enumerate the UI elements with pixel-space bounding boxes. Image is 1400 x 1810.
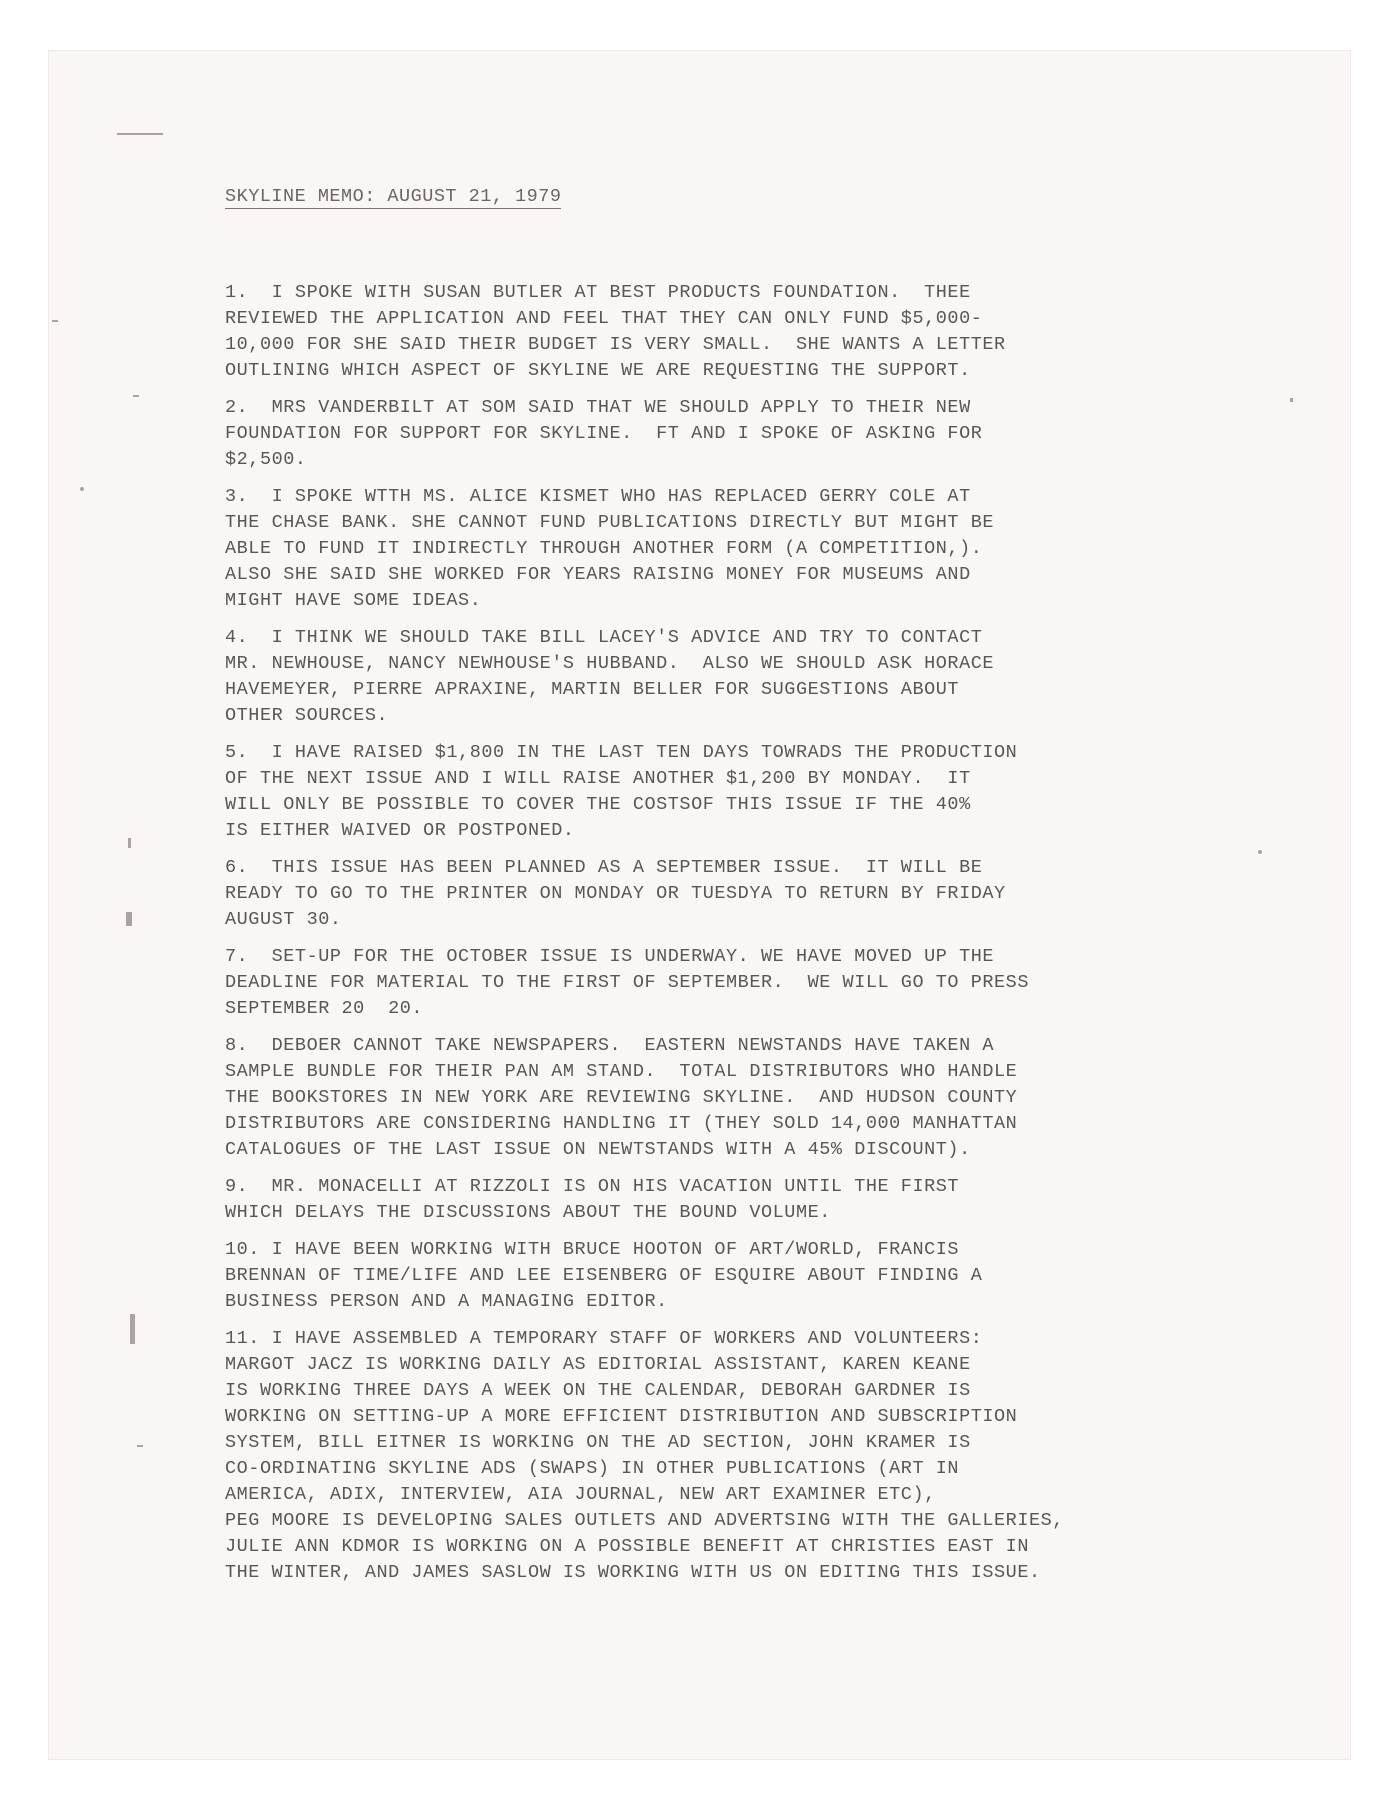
memo-line: 2. MRS VANDERBILT AT SOM SAID THAT WE SHOULD APPLY TO THEIR NEW (225, 397, 971, 418)
margin-dot-mark (1290, 398, 1293, 402)
memo-line: THE WINTER, AND JAMES SASLOW IS WORKING WITH US ON EDITING THIS ISSUE. (225, 1562, 1041, 1583)
memo-line: 11. I HAVE ASSEMBLED A TEMPORARY STAFF OF WORKERS AND VOLUNTEERS: (225, 1328, 983, 1349)
memo-line: 3. I SPOKE WTTH MS. ALICE KISMET WHO HAS REPLACED GERRY COLE AT (225, 486, 971, 507)
memo-line: 5. I HAVE RAISED $1,800 IN THE LAST TEN DAYS TOWRADS THE PRODUCTION (225, 742, 1018, 763)
memo-line: 9. MR. MONACELLI AT RIZZOLI IS ON HIS VACATION UNTIL THE FIRST (225, 1176, 960, 1197)
memo-line: JULIE ANN KDMOR IS WORKING ON A POSSIBLE BENEFIT AT CHRISTIES EAST IN (225, 1536, 1029, 1557)
margin-dot-mark (1258, 850, 1262, 854)
memo-line: CO-ORDINATING SKYLINE ADS (SWAPS) IN OTHER PUBLICATIONS (ART IN (225, 1458, 960, 1479)
memo-item-7 (225, 944, 1225, 1022)
memo-line: IS EITHER WAIVED OR POSTPONED. (225, 820, 575, 841)
memo-item-10 (225, 1237, 1225, 1315)
memo-line: 4. I THINK WE SHOULD TAKE BILL LACEY'S ADVICE AND TRY TO CONTACT (225, 627, 983, 648)
margin-tick-mark (137, 1445, 143, 1447)
memo-items (225, 280, 1225, 1597)
memo-item-11 (225, 1326, 1225, 1586)
memo-line: HAVEMEYER, PIERRE APRAXINE, MARTIN BELLER FOR SUGGESTIONS ABOUT (225, 679, 960, 700)
memo-item-5 (225, 740, 1225, 844)
memo-line: DISTRIBUTORS ARE CONSIDERING HANDLING IT (THEY SOLD 14,000 MANHATTAN (225, 1113, 1018, 1134)
memo-line: PEG MOORE IS DEVELOPING SALES OUTLETS AND ADVERTSING WITH THE GALLERIES, (225, 1510, 1064, 1531)
memo-line: IS WORKING THREE DAYS A WEEK ON THE CALENDAR, DEBORAH GARDNER IS (225, 1380, 971, 1401)
memo-line: MARGOT JACZ IS WORKING DAILY AS EDITORIAL ASSISTANT, KAREN KEANE (225, 1354, 971, 1375)
memo-line: MIGHT HAVE SOME IDEAS. (225, 590, 482, 611)
margin-tick-mark (133, 395, 139, 397)
memo-item-6 (225, 855, 1225, 933)
memo-line: ALSO SHE SAID SHE WORKED FOR YEARS RAISING MONEY FOR MUSEUMS AND (225, 564, 971, 585)
memo-line: 1. I SPOKE WITH SUSAN BUTLER AT BEST PRODUCTS FOUNDATION. THEE (225, 282, 971, 303)
margin-dot-mark (128, 838, 131, 848)
memo-line: OF THE NEXT ISSUE AND I WILL RAISE ANOTHER $1,200 BY MONDAY. IT (225, 768, 971, 789)
memo-line: MR. NEWHOUSE, NANCY NEWHOUSE'S HUBBAND. ALSO WE SHOULD ASK HORACE (225, 653, 995, 674)
memo-line: AUGUST 30. (225, 909, 342, 930)
memo-line: ABLE TO FUND IT INDIRECTLY THROUGH ANOTHER FORM (A COMPETITION,). (225, 538, 983, 559)
memo-line: SAMPLE BUNDLE FOR THEIR PAN AM STAND. TOTAL DISTRIBUTORS WHO HANDLE (225, 1061, 1018, 1082)
memo-item-9 (225, 1174, 1225, 1226)
memo-line: THE CHASE BANK. SHE CANNOT FUND PUBLICATIONS DIRECTLY BUT MIGHT BE (225, 512, 995, 533)
margin-dot-mark (126, 912, 132, 926)
memo-line: REVIEWED THE APPLICATION AND FEEL THAT THEY CAN ONLY FUND $5,000- (225, 308, 983, 329)
memo-line: FOUNDATION FOR SUPPORT FOR SKYLINE. FT AND I SPOKE OF ASKING FOR (225, 423, 983, 444)
memo-item-4 (225, 625, 1225, 729)
memo-line: 8. DEBOER CANNOT TAKE NEWSPAPERS. EASTERN NEWSTANDS HAVE TAKEN A (225, 1035, 995, 1056)
memo-item-3 (225, 484, 1225, 614)
margin-dot-mark (80, 487, 84, 491)
memo-line: DEADLINE FOR MATERIAL TO THE FIRST OF SEPTEMBER. WE WILL GO TO PRESS (225, 972, 1029, 993)
memo-line: SYSTEM, BILL EITNER IS WORKING ON THE AD SECTION, JOHN KRAMER IS (225, 1432, 971, 1453)
memo-item-1 (225, 280, 1225, 384)
memo-line: 10,000 FOR SHE SAID THEIR BUDGET IS VERY SMALL. SHE WANTS A LETTER (225, 334, 1006, 355)
memo-line: CATALOGUES OF THE LAST ISSUE ON NEWTSTANDS WITH A 45% DISCOUNT). (225, 1139, 971, 1160)
memo-item-8 (225, 1033, 1225, 1163)
memo-line: $2,500. (225, 449, 307, 470)
memo-line: READY TO GO TO THE PRINTER ON MONDAY OR TUESDYA TO RETURN BY FRIDAY (225, 883, 1006, 904)
memo-line: 7. SET-UP FOR THE OCTOBER ISSUE IS UNDERWAY. WE HAVE MOVED UP THE (225, 946, 995, 967)
memo-line: BUSINESS PERSON AND A MANAGING EDITOR. (225, 1291, 668, 1312)
memo-line: WILL ONLY BE POSSIBLE TO COVER THE COSTSOF THIS ISSUE IF THE 40% (225, 794, 971, 815)
memo-line: BRENNAN OF TIME/LIFE AND LEE EISENBERG OF ESQUIRE ABOUT FINDING A (225, 1265, 983, 1286)
memo-line: WORKING ON SETTING-UP A MORE EFFICIENT DISTRIBUTION AND SUBSCRIPTION (225, 1406, 1018, 1427)
memo-line: AMERICA, ADIX, INTERVIEW, AIA JOURNAL, NEW ART EXAMINER ETC), (225, 1484, 936, 1505)
memo-line: OTHER SOURCES. (225, 705, 389, 726)
memo-title: SKYLINE MEMO: AUGUST 21, 1979 (225, 186, 562, 207)
margin-dash-mark (117, 133, 163, 135)
memo-item-2 (225, 395, 1225, 473)
margin-tick-mark (52, 320, 58, 322)
memo-line: 6. THIS ISSUE HAS BEEN PLANNED AS A SEPTEMBER ISSUE. IT WILL BE (225, 857, 983, 878)
memo-line: SEPTEMBER 20 20. (225, 998, 424, 1019)
memo-line: THE BOOKSTORES IN NEW YORK ARE REVIEWING SKYLINE. AND HUDSON COUNTY (225, 1087, 1018, 1108)
memo-line: 10. I HAVE BEEN WORKING WITH BRUCE HOOTON OF ART/WORLD, FRANCIS (225, 1239, 960, 1260)
memo-line: OUTLINING WHICH ASPECT OF SKYLINE WE ARE REQUESTING THE SUPPORT. (225, 360, 971, 381)
margin-dot-mark (130, 1314, 135, 1344)
memo-line: WHICH DELAYS THE DISCUSSIONS ABOUT THE BOUND VOLUME. (225, 1202, 831, 1223)
